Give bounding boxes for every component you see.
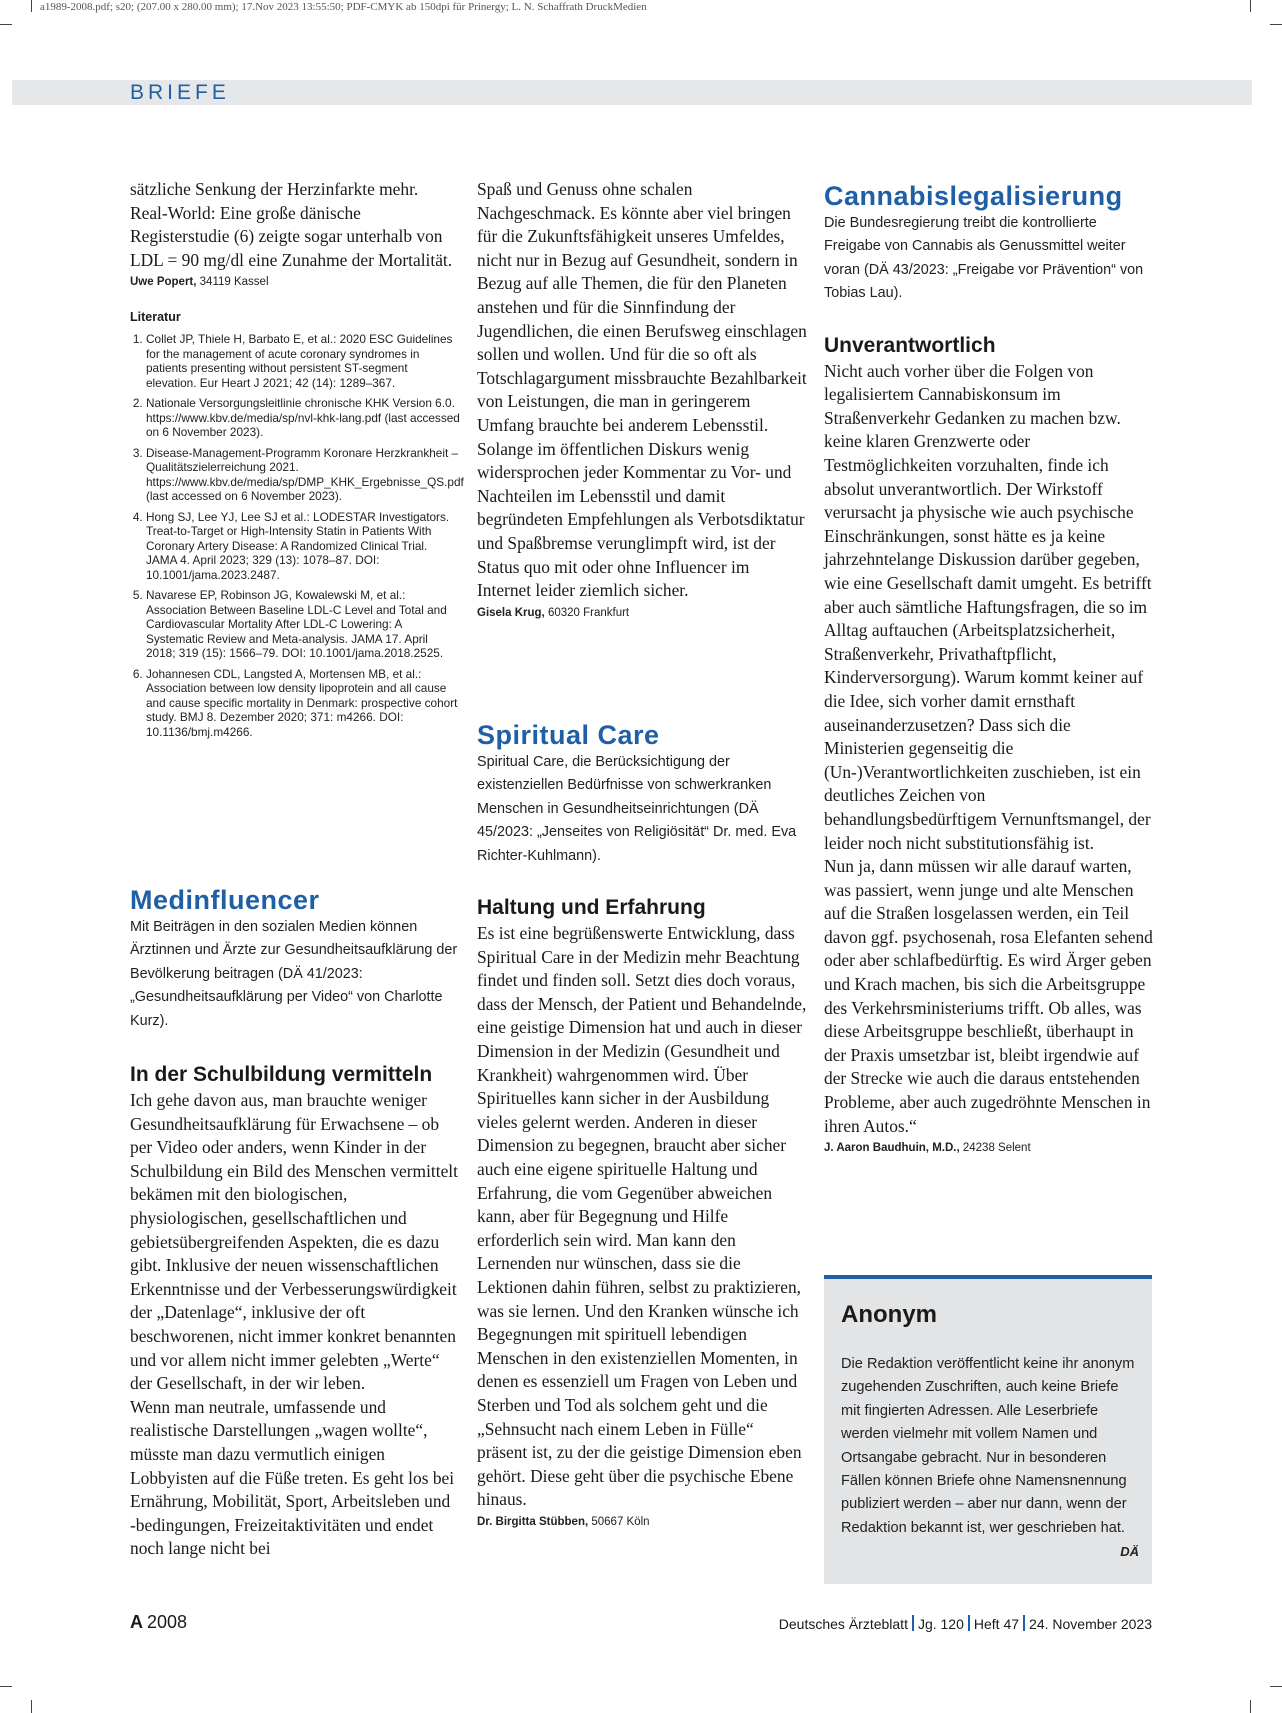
reference-item: 2. Nationale Versorgungsleitlinie chronische KHK Version 6.0. https://www.kbv.de/media/sp/nvl-khk-lang.pdf (last accessed on 6 November 2023).	[146, 396, 460, 440]
signature-name: Gisela Krug,	[477, 606, 545, 619]
reference-item: 6. Johannesen CDL, Langsted A, Mortensen MB, et al.: Association between low density lipoprotein and all cause and cause specific mortality in Denmark: prospective cohort study. BMJ 8. Dezember 2020; 371: m4266. DOI: 10.1136/bmj.m4266.	[146, 667, 460, 740]
reference-item: 4. Hong SJ, Lee YJ, Lee SJ et al.: LODESTAR Investigators. Treat-to-Target or High-Intensity Statin in Patients With Coronary Artery Disease: A Randomized Clinical Trial. JAMA 4. April 2023; 329 (13): 1078–87. DOI: 10.1001/jama.2023.2487.	[146, 510, 460, 583]
journal-info	[779, 1615, 1152, 1632]
letter-signature	[477, 607, 807, 619]
references-list	[130, 332, 464, 739]
letter-paragraph: Ich gehe davon aus, man brauchte weniger Gesundheitsaufklärung für Erwachsene – ob per Video oder anders, wenn Kinder in der Schulbildung ein Bild des Menschen vermittelt bekämen mit den biologischen, physiologischen, gesellschaftlichen und gebietsübergreifenden Aspekten, die es dazu gibt. Inklusive der neuen wissenschaftlichen Erkenntnisse und der Verbesserungswürdigkeit der „Datenlage“, inklusive der oft beschworenen, nicht immer konkret benannten und vor allem nicht immer gelebten „Werte“ der Gesellschaft, in der wir leben.	[130, 1090, 458, 1394]
reference-item: 3. Disease-Management-Programm Koronare Herzkrankheit – Qualitätszielerreichung 2021. https://www.kbv.de/media/sp/DMP_KHK_Ergebnisse_QS.pdf (last accessed on 6 November 2023).	[146, 446, 460, 504]
letter-title: Haltung und Erfahrung	[477, 896, 706, 920]
signature-place: 50667 Köln	[588, 1515, 650, 1528]
column-1	[130, 178, 464, 745]
journal-volume: Jg. 120	[917, 1616, 964, 1632]
box-body: Die Redaktion veröffentlicht keine ihr anonym zugehenden Zuschriften, auch keine Briefe mit fingierten Adressen. Alle Leserbriefe werden vielmehr mit vollem Namen und Ortsangabe gebracht. Nur in besonderen Fällen können Briefe ohne Namensnennung publiziert werden – aber nur dann, wenn der Redaktion bekannt ist, wer geschrieben hat.	[841, 1356, 1135, 1536]
journal-issue: Heft 47	[973, 1616, 1020, 1632]
crop-mark	[0, 1686, 12, 1687]
reference-item: 1. Collet JP, Thiele H, Barbato E, et al.: 2020 ESC Guidelines for the management of acute coronary syndromes in patients presenting without persistent ST-segment elevation. Eur Heart J 2021; 42 (14): 1289–367.	[146, 332, 460, 390]
letter-continuation-text: Spaß und Genuss ohne schalen Nachgeschmack. Es könnte aber viel bringen für die Zukunftsfähigkeit unseres Umfeldes, nicht nur in Bezug auf Gesundheit, sondern in Bezug auf alle Themen, die für den Planeten anstehen und für die Sinnfindung der Jugendlichen, die einen Berufsweg einschlagen sollen und wollen. Und für die so oft als Totschlagargument missbrauchte Bezahlbarkeit von Leistungen, die man in geringerem Umfang brauchte bei anderem Lebensstil. Solange im öffentlichen Diskurs wenig widersprochen jeder Kommentar zu Vor- und Nachteilen im Lebensstil und damit begründeten Empfehlungen als Verbotsdiktatur und Spaßbremse verunglimpft wird, ist der Status quo mit oder ohne Influencer im Internet leider ziemlich sicher.	[477, 179, 807, 601]
print-info-line: a1989-2008.pdf; s20; (207.00 x 280.00 mm); 17.Nov 2023 13:55:50; PDF-CMYK ab 150dpi für Prinergy; L. N. Schaffrath DruckMedien	[40, 1, 647, 13]
page-number	[130, 1612, 187, 1633]
journal-name: Deutsches Ärzteblatt	[778, 1616, 908, 1632]
section-title: BRIEFE	[130, 81, 230, 104]
journal-date: 24. November 2023	[1029, 1616, 1152, 1632]
box-text	[841, 1353, 1139, 1564]
signature-place: 24238 Selent	[959, 1142, 1031, 1155]
letter-paragraph: Nicht auch vorher über die Folgen von legalisiertem Cannabiskonsum im Straßenverkehr Gedanken zu machen bzw. keine klaren Grenzwerte oder Testmöglichkeiten vorzuhalten, finde ich absolut unverantwortlich. Der Wirkstoff verursacht ja physische wie auch psychische Einschränkungen, sonst hätte es ja keine jahrzehntelange Diskussion darüber gegeben, wie eine Gesellschaft damit umgeht. Es betrifft aber auch sämtliche Haftungsfragen, die so im Alltag auftauchen (Arbeitsplatzsicherheit, Straßenverkehr, Privathaftpflicht, Kinderversorgung). Warum kommt keiner auf die Idee, sich vorher damit ernsthaft auseinanderzusetzen? Dass sich die Ministerien gegenseitig die (Un-)Verantwortlichkeiten zuschieben, ist ein deutliches Zeichen von behandlungsbedürftigem Vernunftsmangel, der leider noch nicht substitutionsfähig ist.	[824, 360, 1152, 853]
letter-signature	[824, 1142, 1154, 1154]
column-2	[477, 178, 807, 619]
crop-mark	[1250, 1700, 1251, 1713]
editorial-mark: DÄ	[1120, 1544, 1139, 1560]
column-2-article	[477, 719, 807, 1528]
separator	[968, 1615, 970, 1631]
box-title: Anonym	[841, 1301, 937, 1328]
anonym-info-box	[824, 1275, 1152, 1584]
letter-title: Unverantwortlich	[824, 333, 996, 357]
column-1-article	[130, 884, 460, 1561]
crop-mark	[1270, 1686, 1282, 1687]
reference-item: 5. Navarese EP, Robinson JG, Kowalewski M, et al.: Association Between Baseline LDL-C Level and Total and Cardiovascular Mortality After LDL-C Lowering: A Systematic Review and Meta-analysis. JAMA 17. April 2018; 319 (15): 1566–79. DOI: 10.1001/jama.2018.2525.	[146, 588, 460, 661]
topic-heading: Cannabislegalisierung	[824, 181, 1123, 211]
topic-intro: Mit Beiträgen in den sozialen Medien können Ärztinnen und Ärzte zur Gesundheitsaufklärung der Bevölkerung beitragen (DÄ 41/2023: „Gesundheitsaufklärung per Video“ von Charlotte Kurz).	[130, 919, 458, 1029]
letter-title: In der Schulbildung vermitteln	[130, 1063, 433, 1087]
letter-paragraph: Es ist eine begrüßenswerte Entwicklung, dass Spiritual Care in der Medizin mehr Beachtung findet und finden soll. Setzt dies doch voraus, dass der Mensch, der Patient und Behandelnde, eine geistige Dimension hat und auch in dieser Dimension in der Medizin (Gesundheit und Krankheit) wahrgenommen wird. Über Spirituelles kann sicher in der Ausbildung vieles gelernt werden. Anderen in dieser Dimension zu begegnen, braucht aber sicher auch eine eigene spirituelle Haltung und Erfahrung, die vom Gegenüber abweichen kann, aber für Begegnung und Hilfe erforderlich sein wird. Man kann den Lernenden nur wünschen, dass sie die Lektionen dahin führen, selbst zu praktizieren, was sie lernen. Und den Kranken wünsche ich Begegnungen mit spirituell lebendigen Menschen in den existenziellen Momenten, in denen es essenziell um Fragen von Leben und Sterben und Tod als solchem geht und die „Sehnsucht nach einem Leben in Fülle“ präsent ist, zu der die geistige Dimension eben gehört. Diese geht über die psychische Ebene hinaus.	[477, 923, 807, 1510]
topic-heading: Medinfluencer	[130, 885, 320, 915]
crop-mark	[0, 24, 12, 25]
letter-signature	[477, 1516, 807, 1528]
separator	[912, 1615, 914, 1631]
signature-name: Uwe Popert,	[130, 276, 197, 289]
topic-intro: Spiritual Care, die Berücksichtigung der existenziellen Bedürfnisse von schwerkranken Menschen in Gesundheitseinrichtungen (DÄ 45/2023: „Jenseites von Religiösität“ Dr. med. Eva Richter-Kuhlmann).	[477, 754, 797, 864]
references-heading: Literatur	[130, 310, 181, 325]
topic-heading: Spiritual Care	[477, 720, 660, 750]
crop-mark	[31, 0, 32, 12]
column-3	[824, 180, 1154, 1154]
separator	[1023, 1615, 1025, 1631]
signature-name: Dr. Birgitta Stübben,	[477, 1515, 589, 1528]
signature-place: 60320 Frankfurt	[544, 606, 630, 619]
crop-mark	[1270, 24, 1282, 25]
signature-name: J. Aaron Baudhuin, M.D.,	[824, 1142, 960, 1155]
page-prefix: A	[130, 1612, 143, 1632]
crop-mark	[31, 1700, 32, 1713]
letter-continuation-text: sätzliche Senkung der Herzinfarkte mehr. Real-World: Eine große dänische Registerstudie (6) zeigte sogar unterhalb von LDL = 90 mg/dl eine Zunahme der Mortalität.	[130, 179, 453, 270]
signature-place: 34119 Kassel	[196, 276, 269, 289]
crop-mark	[1250, 0, 1251, 12]
topic-intro: Die Bundesregierung treibt die kontrollierte Freigabe von Cannabis als Genussmittel weiter voran (DÄ 43/2023: „Freigabe vor Prävention“ von Tobias Lau).	[824, 215, 1144, 302]
page-number-value: 2008	[147, 1612, 188, 1632]
letter-paragraph: Wenn man neutrale, umfassende und realistische Darstellungen „wagen wollte“, müsste man dazu vermutlich einigen Lobbyisten auf die Füße treten. Es geht los bei Ernährung, Mobilität, Sport, Arbeitsleben und -bedingungen, Freizeitaktivitäten und endet noch lange nicht bei	[130, 1396, 455, 1559]
letter-signature	[130, 276, 460, 288]
letter-paragraph: Nun ja, dann müssen wir alle darauf warten, was passiert, wenn junge und alte Menschen auf die Straßen losgelassen werden, ein Teil davon ggf. psychosenah, rosa Elefanten sehend oder aber schlafbedürftig. Es wird Ärger geben und Krach machen, bis sich die Arbeitsgruppe des Verkehrsministeriums trifft. Ob alles, was diese Arbeitsgruppe beschließt, überhaupt in der Praxis umsetzbar ist, bleibt irgendwie auf der Strecke wie auch die daraus entstehenden Probleme, aber auch zugedröhnte Menschen in ihren Autos.“	[824, 856, 1153, 1136]
